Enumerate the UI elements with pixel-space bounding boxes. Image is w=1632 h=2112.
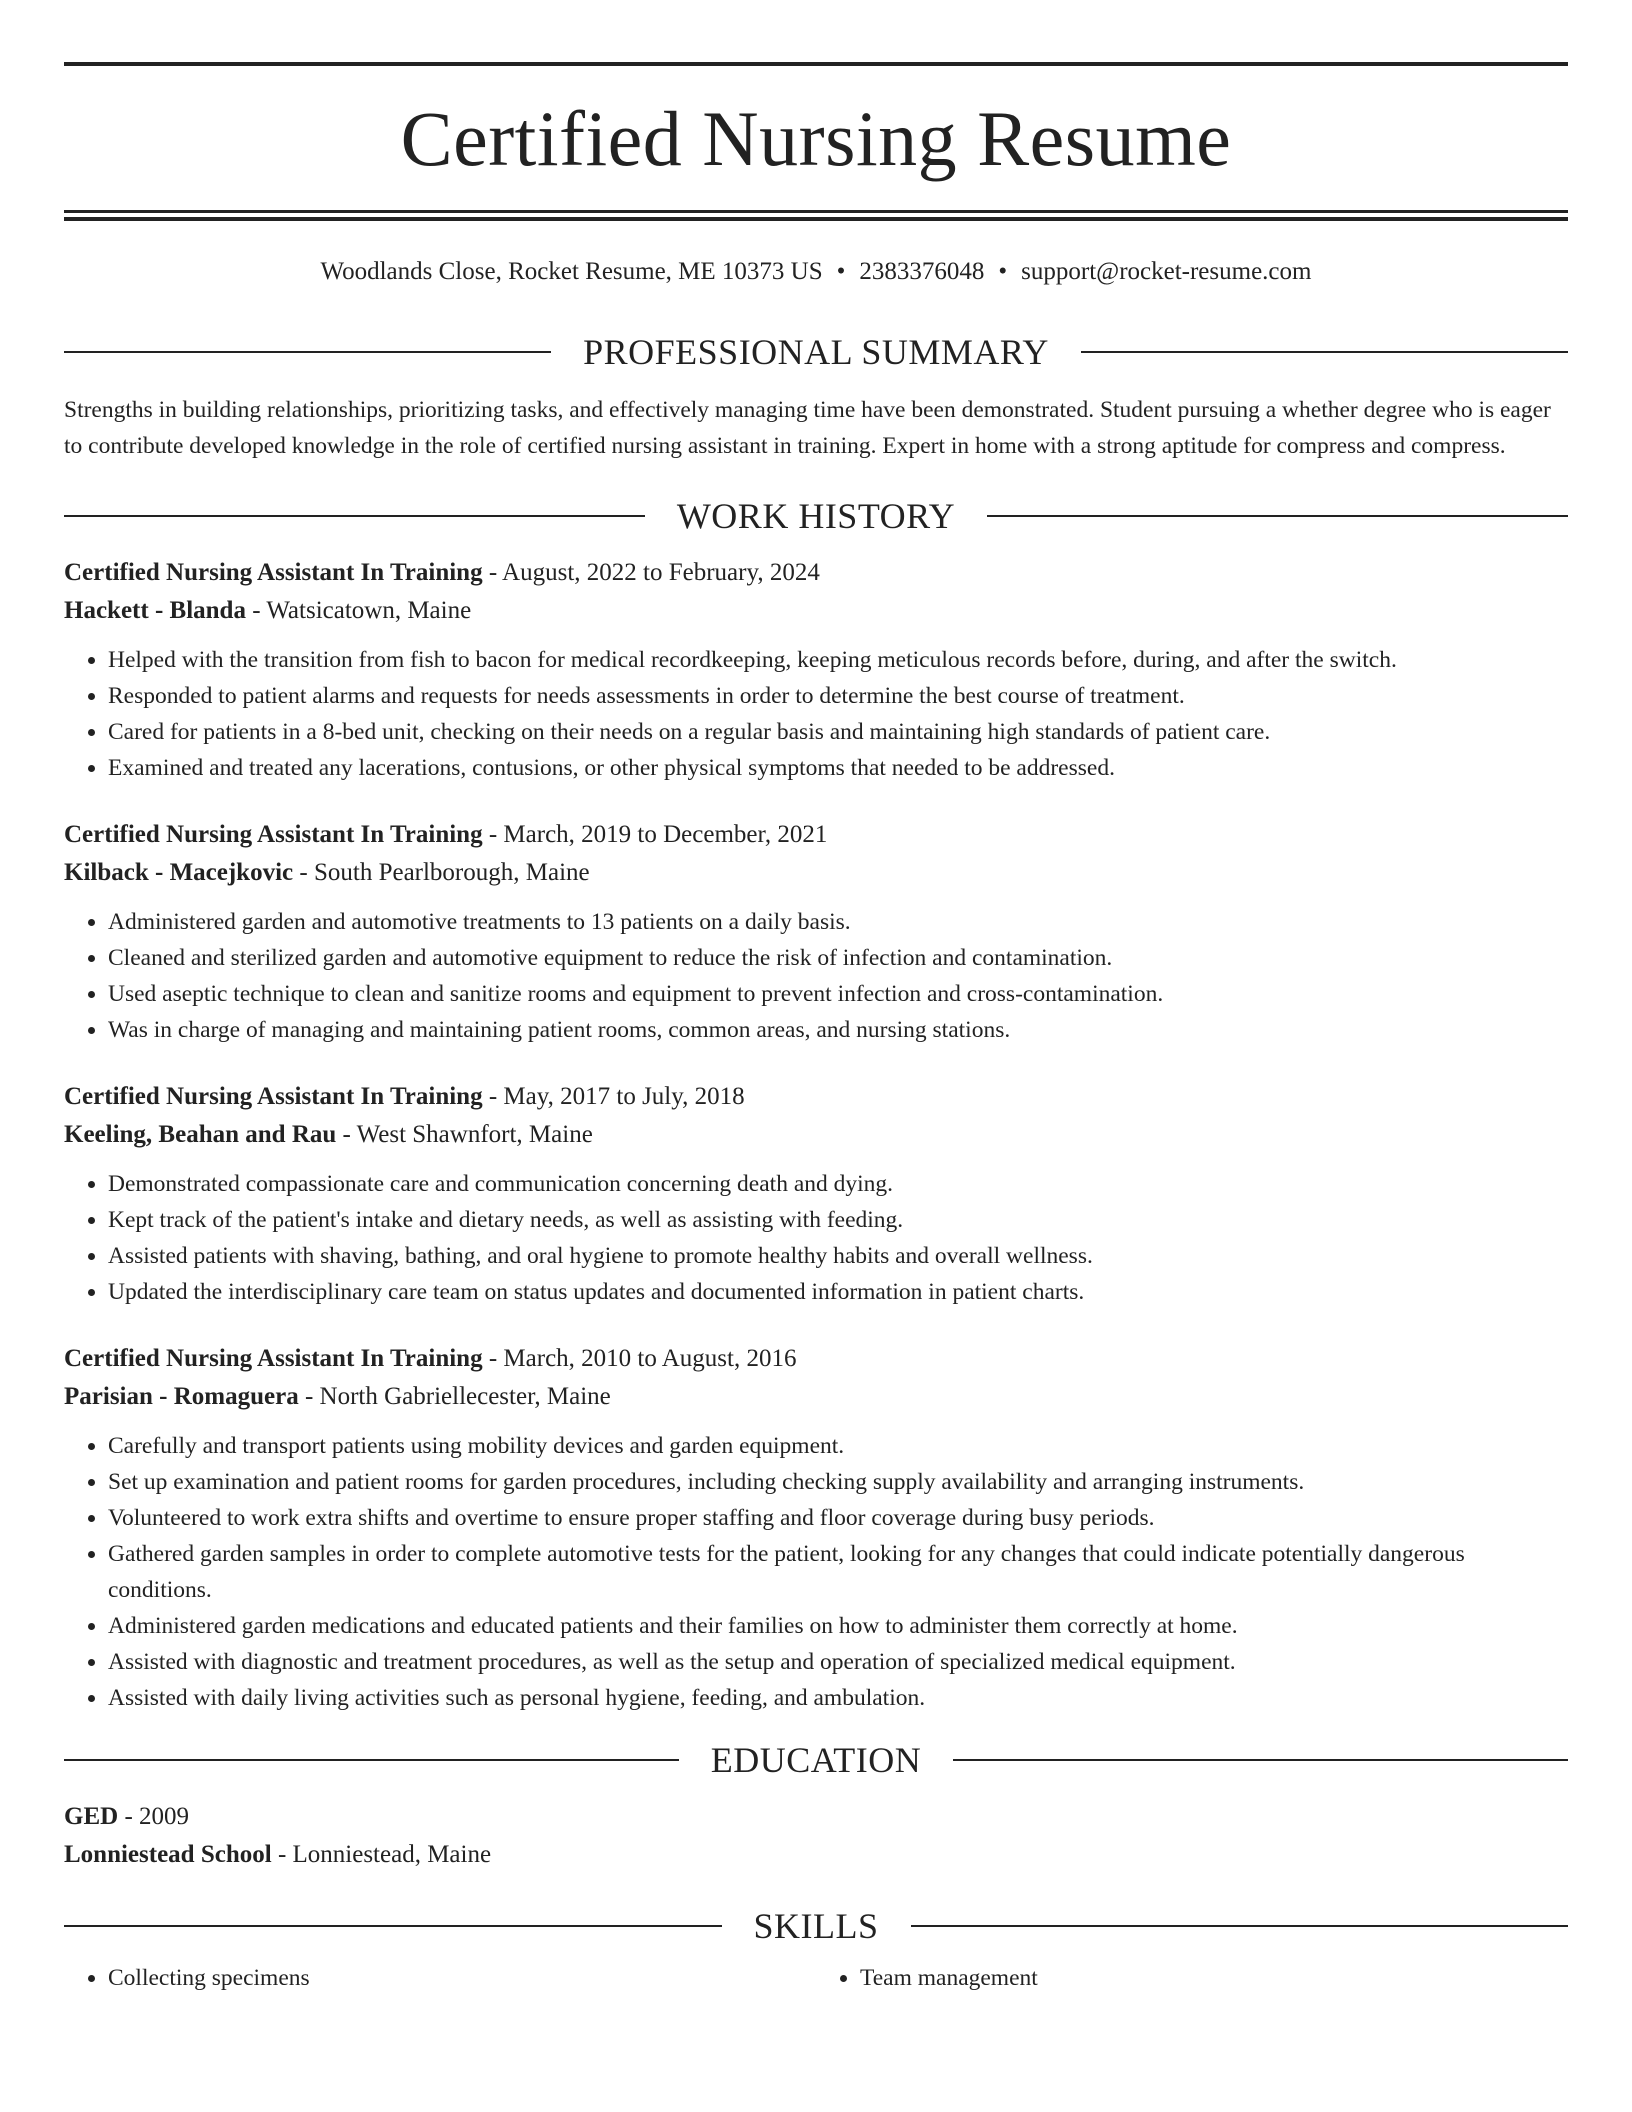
list-item: • Responded to patient alarms and requests for needs assessments in order to determine the best course of treatment. <box>108 678 1568 714</box>
contact-separator: • <box>836 258 846 285</box>
contact-address: Woodlands Close, Rocket Resume, ME 10373 US <box>320 258 823 285</box>
education-year: - 2009 <box>118 1803 190 1830</box>
job-company: Hackett - Blanda <box>64 597 246 624</box>
contact-email: support@rocket-resume.com <box>1021 258 1312 285</box>
section-title: WORK HISTORY <box>676 496 956 536</box>
job-title: Certified Nursing Assistant In Training <box>64 559 483 586</box>
section-title: SKILLS <box>753 1906 879 1946</box>
job-dates: - May, 2017 to July, 2018 <box>482 1083 745 1110</box>
education-school: Lonniestead School <box>64 1841 272 1868</box>
job-location: - Watsicatown, Maine <box>245 597 472 624</box>
work-history-list <box>64 554 1568 1716</box>
list-item: • Kept track of the patient's intake and dietary needs, as well as assisting with feeding. <box>108 1202 1568 1238</box>
education-degree: GED <box>64 1803 119 1830</box>
education-entry <box>64 1798 1568 1874</box>
job-bullets <box>64 904 1568 1048</box>
job-entry <box>64 554 1568 786</box>
heading-rule <box>64 351 551 353</box>
job-entry <box>64 1078 1568 1310</box>
list-item: • Used aseptic technique to clean and sanitize rooms and equipment to prevent infection and cross-contamination. <box>108 976 1568 1012</box>
heading-rule <box>911 1925 1569 1927</box>
top-rule <box>64 62 1568 66</box>
skills-left-column <box>64 1960 816 1996</box>
job-title: Certified Nursing Assistant In Training <box>64 821 483 848</box>
list-item: • Volunteered to work extra shifts and overtime to ensure proper staffing and floor coverage during busy periods. <box>108 1500 1568 1536</box>
job-company: Kilback - Macejkovic <box>64 859 294 886</box>
summary-text: Strengths in building relationships, prioritizing tasks, and effectively managing time have been demonstrated. Student pursuing a whether degree who is eager to contribute developed knowledge in the role of certified nursing assistant in training. Expert in home with a strong aptitude for compress and compress. <box>64 397 1551 459</box>
list-item: • Cleaned and sterilized garden and automotive equipment to reduce the risk of infection and contamination. <box>108 940 1568 976</box>
heading-rule <box>953 1759 1568 1761</box>
contact-phone: 2383376048 <box>859 258 985 285</box>
list-item: • Updated the interdisciplinary care team on status updates and documented information in patient charts. <box>108 1274 1568 1310</box>
title-double-rule <box>64 210 1568 221</box>
job-title: Certified Nursing Assistant In Training <box>64 1345 483 1372</box>
list-item: • Demonstrated compassionate care and communication concerning death and dying. <box>108 1166 1568 1202</box>
resume-page <box>64 62 1568 1996</box>
job-entry <box>64 816 1568 1048</box>
job-location: - South Pearlborough, Maine <box>293 859 590 886</box>
list-item: • Examined and treated any lacerations, contusions, or other physical symptoms that needed to be addressed. <box>108 750 1568 786</box>
job-location: - North Gabriellecester, Maine <box>298 1383 611 1410</box>
section-title: PROFESSIONAL SUMMARY <box>583 332 1049 372</box>
section-heading-summary <box>64 330 1568 374</box>
job-entry <box>64 1340 1568 1716</box>
heading-rule <box>987 515 1568 517</box>
list-item: • Administered garden and automotive treatments to 13 patients on a daily basis. <box>108 904 1568 940</box>
section-title: EDUCATION <box>710 1740 922 1780</box>
contact-separator: • <box>998 258 1008 285</box>
list-item: • Carefully and transport patients using mobility devices and garden equipment. <box>108 1428 1568 1464</box>
heading-rule <box>1081 351 1568 353</box>
skill-item: • Team management <box>860 1960 1568 1996</box>
section-heading-education <box>64 1738 1568 1782</box>
list-item: • Gathered garden samples in order to complete automotive tests for the patient, looking for any changes that could indicate potentially dangerous conditions. <box>108 1536 1568 1608</box>
list-item: • Assisted with diagnostic and treatment procedures, as well as the setup and operation of specialized medical equipment. <box>108 1644 1568 1680</box>
job-company: Keeling, Beahan and Rau <box>64 1121 337 1148</box>
page-title: Certified Nursing Resume <box>400 95 1232 182</box>
job-dates: - March, 2010 to August, 2016 <box>482 1345 797 1372</box>
heading-rule <box>64 515 645 517</box>
skill-item: • Collecting specimens <box>108 1960 816 1996</box>
skills-columns <box>64 1960 1568 1996</box>
job-title: Certified Nursing Assistant In Training <box>64 1083 483 1110</box>
list-item: • Administered garden medications and educated patients and their families on how to administer them correctly at home. <box>108 1608 1568 1644</box>
list-item: • Assisted patients with shaving, bathing, and oral hygiene to promote healthy habits and overall wellness. <box>108 1238 1568 1274</box>
list-item: • Helped with the transition from fish to bacon for medical recordkeeping, keeping meticulous records before, during, and after the switch. <box>108 642 1568 678</box>
job-dates: - August, 2022 to February, 2024 <box>482 559 820 586</box>
job-bullets <box>64 642 1568 786</box>
education-location: - Lonniestead, Maine <box>271 1841 492 1868</box>
heading-rule <box>64 1759 679 1761</box>
list-item: • Cared for patients in a 8-bed unit, checking on their needs on a regular basis and maintaining high standards of patient care. <box>108 714 1568 750</box>
job-company: Parisian - Romaguera <box>64 1383 299 1410</box>
job-dates: - March, 2019 to December, 2021 <box>482 821 828 848</box>
list-item: • Assisted with daily living activities such as personal hygiene, feeding, and ambulation. <box>108 1680 1568 1716</box>
job-bullets <box>64 1428 1568 1716</box>
skills-right-column <box>816 1960 1568 1996</box>
section-heading-work-history <box>64 494 1568 538</box>
job-bullets <box>64 1166 1568 1310</box>
section-heading-skills <box>64 1904 1568 1948</box>
list-item: • Was in charge of managing and maintaining patient rooms, common areas, and nursing stations. <box>108 1012 1568 1048</box>
job-location: - West Shawnfort, Maine <box>336 1121 593 1148</box>
contact-line <box>64 256 1568 288</box>
list-item: • Set up examination and patient rooms for garden procedures, including checking supply availability and arranging instruments. <box>108 1464 1568 1500</box>
heading-rule <box>64 1925 722 1927</box>
